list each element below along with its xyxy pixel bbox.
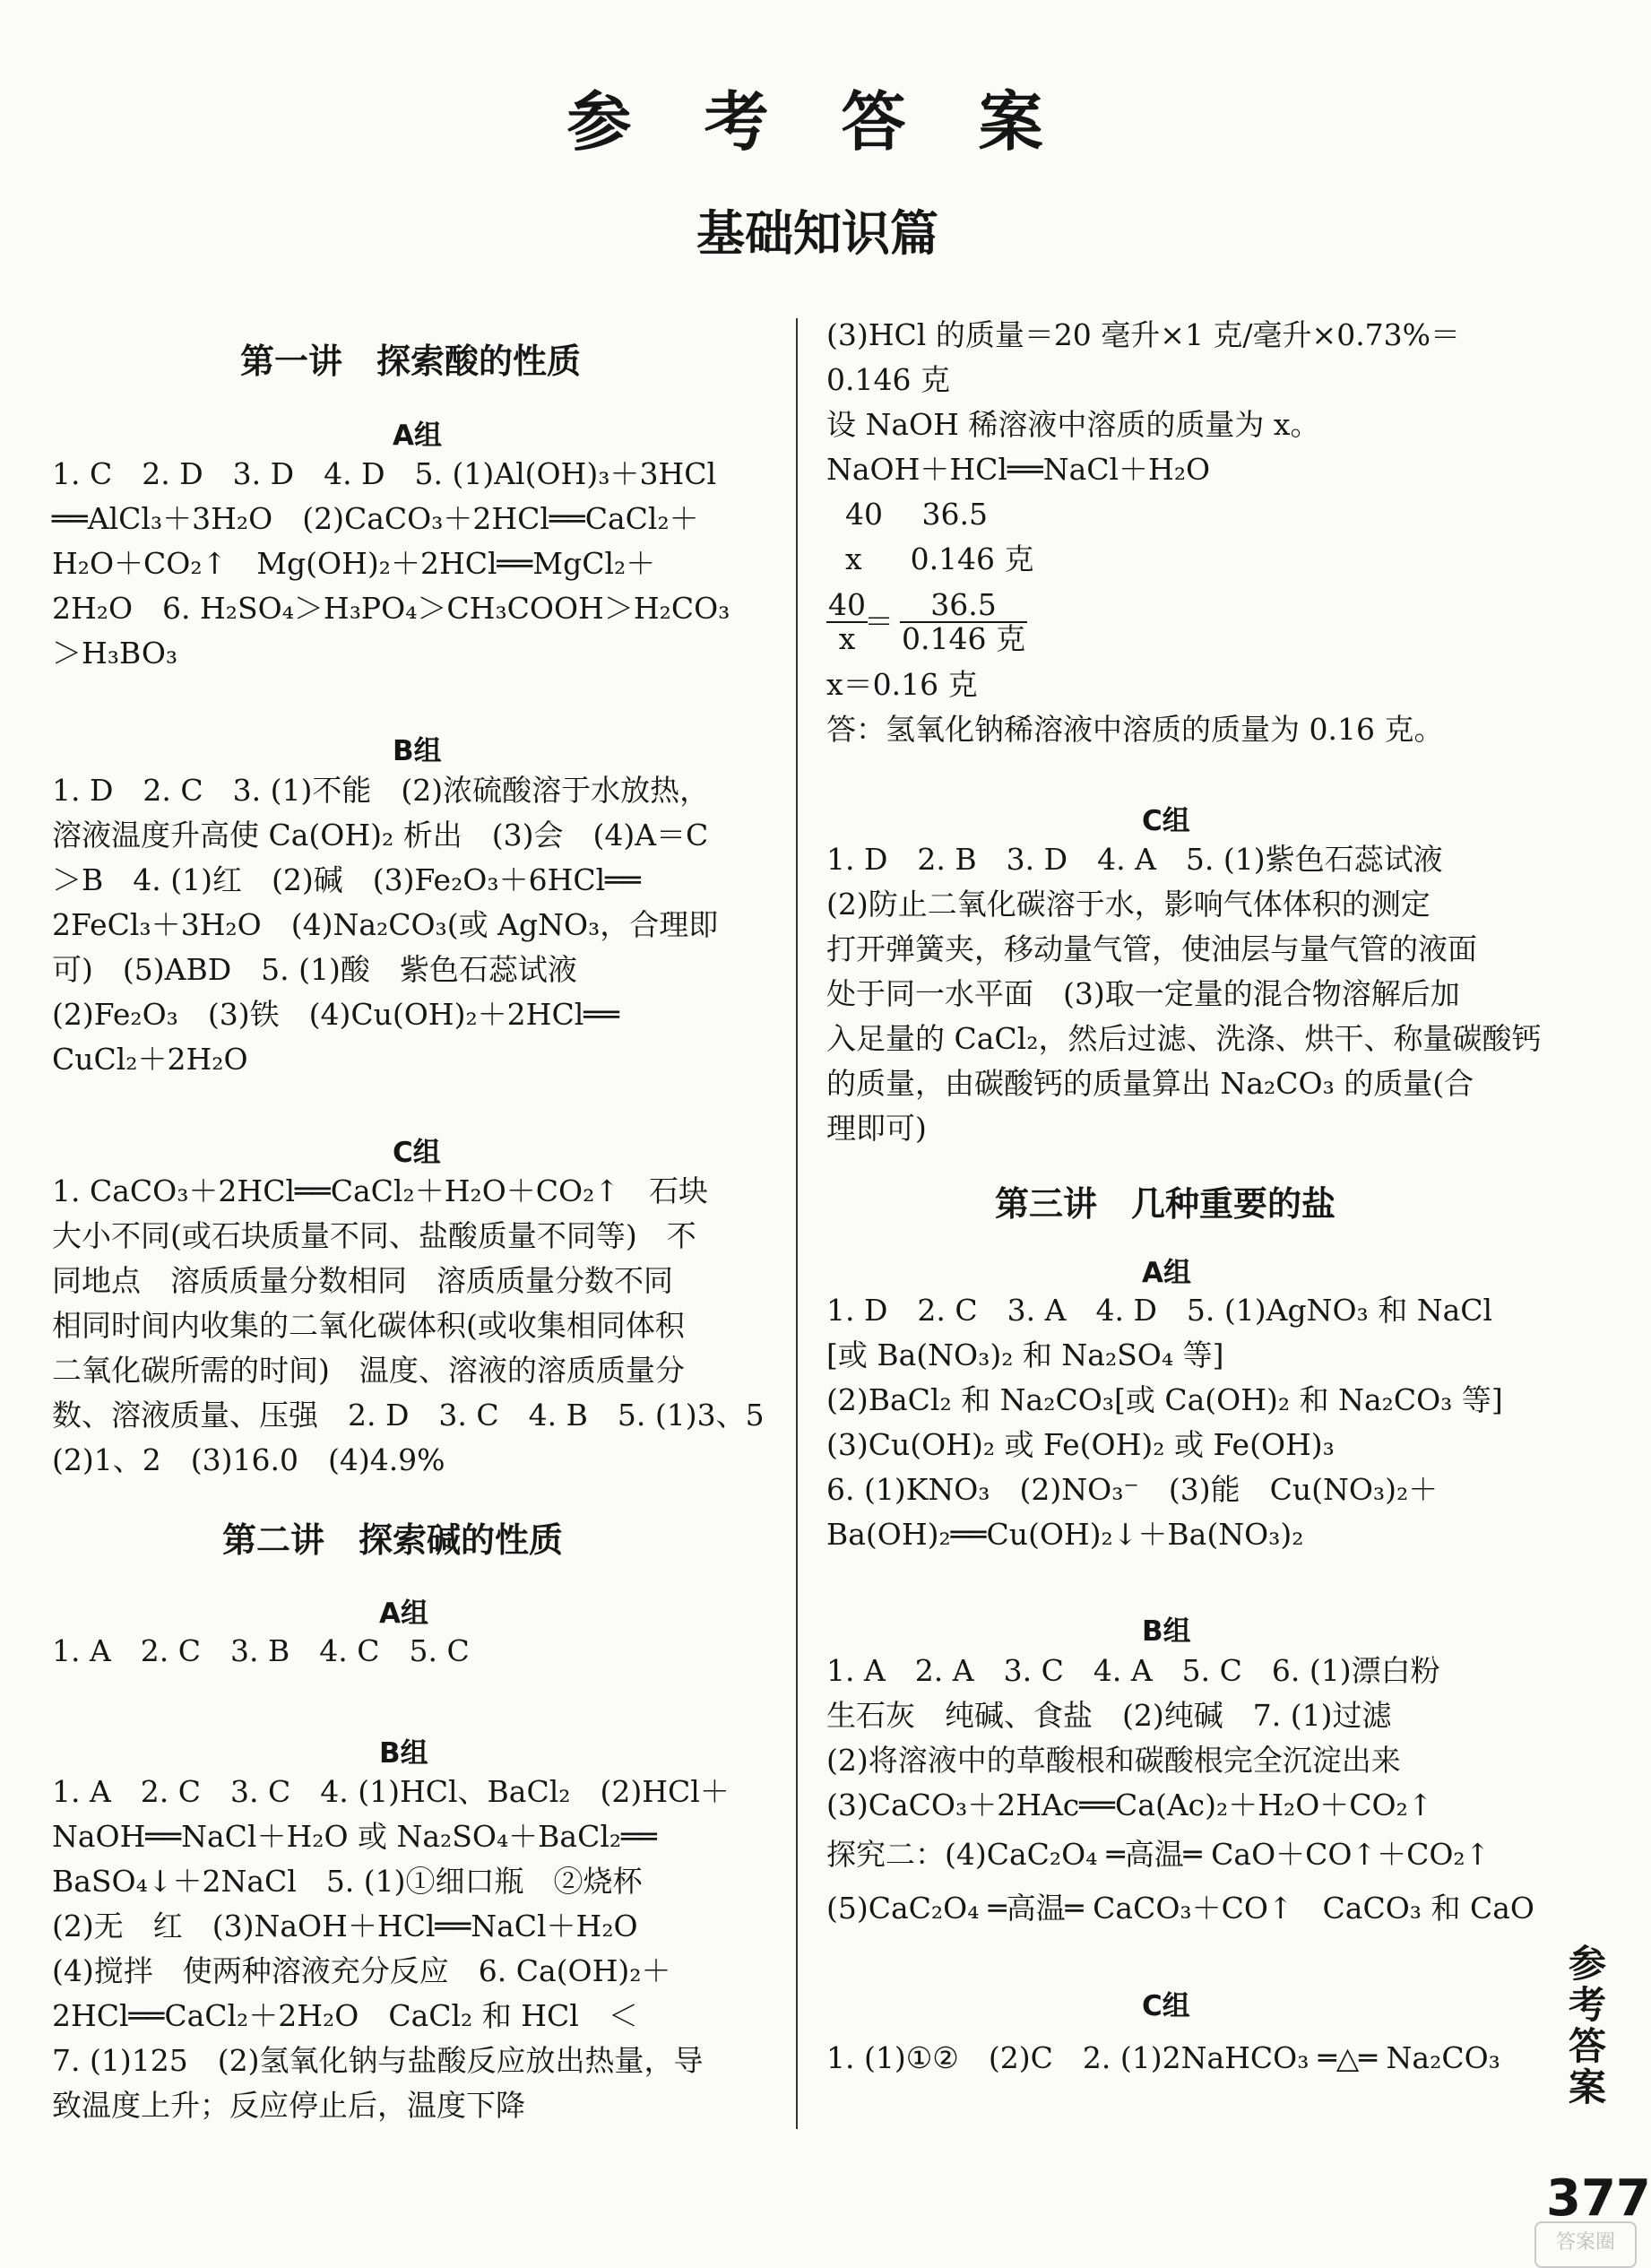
- column-divider: [796, 318, 798, 2129]
- page-number: 377: [1546, 2169, 1651, 2228]
- side-tab-char: 考: [1568, 1983, 1606, 2027]
- answer-line: 1. CaCO₃＋2HCl══CaCl₂＋H₂O＋CO₂↑ 石块: [52, 1173, 708, 1208]
- answer-line: 理即可): [826, 1111, 927, 1146]
- answer-line: 0.146 克: [826, 362, 950, 397]
- answer-line: x＝0.16 克: [826, 667, 978, 702]
- answer-line: (3)Cu(OH)₂ 或 Fe(OH)₂ 或 Fe(OH)₃: [826, 1427, 1335, 1462]
- answer-line: (2)将溶液中的草酸根和碳酸根完全沉淀出来: [826, 1743, 1401, 1778]
- answer-line: 1. D 2. C 3. (1)不能 (2)浓硫酸溶于水放热，: [52, 773, 710, 808]
- answer-line: 1. D 2. B 3. D 4. A 5. (1)紫色石蕊试液: [826, 842, 1443, 877]
- answer-line: 可) (5)ABD 5. (1)酸 紫色石蕊试液: [52, 952, 577, 987]
- fraction-numerator: 40: [828, 587, 866, 622]
- group-heading: B组: [379, 1737, 428, 1770]
- answer-line: 2H₂O 6. H₂SO₄＞H₃PO₄＞CH₃COOH＞H₂CO₃: [52, 591, 730, 626]
- fraction-numerator: 36.5: [900, 589, 1027, 623]
- answer-line: 2FeCl₃＋3H₂O (4)Na₂CO₃(或 AgNO₃，合理即: [52, 907, 719, 942]
- answer-line: 1. A 2. A 3. C 4. A 5. C 6. (1)漂白粉: [826, 1653, 1440, 1688]
- answer-line: 入足量的 CaCl₂，然后过滤、洗涤、烘干、称量碳酸钙: [826, 1021, 1542, 1056]
- answer-line: 答：氢氧化钠稀溶液中溶质的质量为 0.16 克。: [826, 712, 1444, 747]
- group-heading: C组: [393, 1137, 441, 1169]
- equation-line: 40 36.5: [826, 497, 988, 532]
- group-heading: C组: [1142, 805, 1190, 837]
- fraction-left: [826, 589, 868, 655]
- page-title: 参 考 答 案: [566, 84, 1068, 160]
- answer-line: ══AlCl₃＋3H₂O (2)CaCO₃＋2HCl══CaCl₂＋: [52, 501, 699, 536]
- group-heading: A组: [379, 1597, 428, 1630]
- answer-line: 数、溶液质量、压强 2. D 3. C 4. B 5. (1)3、5: [52, 1398, 765, 1433]
- answer-line: (3)CaCO₃＋2HAc══Ca(Ac)₂＋H₂O＋CO₂↑: [826, 1788, 1433, 1822]
- answer-line: [或 Ba(NO₃)₂ 和 Na₂SO₄ 等]: [826, 1337, 1224, 1372]
- answer-line: 溶液温度升高使 Ca(OH)₂ 析出 (3)会 (4)A＝C: [52, 818, 709, 853]
- answer-line: (2)无 红 (3)NaOH＋HCl══NaCl＋H₂O: [52, 1909, 638, 1943]
- answer-line: 的质量，由碳酸钙的质量算出 Na₂CO₃ 的质量(合: [826, 1066, 1474, 1101]
- chapter-1-heading: 第一讲 探索酸的性质: [240, 342, 582, 381]
- answer-line: BaSO₄↓＋2NaCl 5. (1)①细口瓶 ②烧杯: [52, 1864, 643, 1899]
- answer-line: 设 NaOH 稀溶液中溶质的质量为 x。: [826, 407, 1320, 442]
- chapter-3-heading: 第三讲 几种重要的盐: [995, 1184, 1336, 1224]
- answer-line: 7. (1)125 (2)氢氧化钠与盐酸反应放出热量，导: [52, 2043, 704, 2078]
- answer-line: 2HCl══CaCl₂＋2H₂O CaCl₂ 和 HCl ＜: [52, 1998, 638, 2033]
- side-tab: [1565, 1943, 1610, 2108]
- answer-line: 二氧化碳所需的时间) 温度、溶液的溶质质量分: [52, 1353, 685, 1388]
- group-heading: B组: [1142, 1615, 1191, 1648]
- answer-line: 大小不同(或石块质量不同、盐酸质量不同等) 不: [52, 1218, 696, 1253]
- answer-line: 打开弹簧夹，移动量气管，使油层与量气管的液面: [826, 931, 1477, 966]
- answer-line: Ba(OH)₂══Cu(OH)₂↓＋Ba(NO₃)₂: [826, 1517, 1304, 1552]
- answer-line: 同地点 溶质质量分数相同 溶质质量分数不同: [52, 1263, 673, 1298]
- equation-line: NaOH＋HCl══NaCl＋H₂O: [826, 452, 1211, 487]
- answer-line: 处于同一水平面 (3)取一定量的混合物溶解后加: [826, 976, 1460, 1011]
- answer-line: 1. A 2. C 3. B 4. C 5. C: [52, 1633, 470, 1668]
- fraction-denominator: x: [838, 621, 856, 656]
- answer-line: (2)1、2 (3)16.0 (4)4.9%: [52, 1442, 445, 1477]
- answer-line: 1. (1)①② (2)C 2. (1)2NaHCO₃ ═△═ Na₂CO₃: [826, 2040, 1500, 2075]
- answer-line: ＞B 4. (1)红 (2)碱 (3)Fe₂O₃＋6HCl══: [52, 862, 641, 897]
- fraction-right: [900, 589, 1027, 655]
- side-tab-char: 答: [1568, 2024, 1606, 2068]
- side-tab-char: 参: [1568, 1942, 1606, 1986]
- group-heading: C组: [1142, 1990, 1190, 2022]
- group-heading: A组: [1142, 1257, 1191, 1289]
- group-heading: B组: [393, 735, 442, 767]
- answer-line: (5)CaC₂O₄ ═高温═ CaCO₃＋CO↑ CaCO₃ 和 CaO: [826, 1891, 1534, 1926]
- answer-line: 相同时间内收集的二氧化碳体积(或收集相同体积: [52, 1308, 685, 1343]
- chapter-2-heading: 第二讲 探索碱的性质: [222, 1520, 564, 1560]
- fraction-denominator: 0.146 克: [902, 621, 1025, 656]
- answer-line: 1. C 2. D 3. D 4. D 5. (1)Al(OH)₃＋3HCl: [52, 456, 717, 491]
- side-tab-char: 案: [1568, 2065, 1606, 2109]
- answer-line: (3)HCl 的质量＝20 毫升×1 克/毫升×0.73%＝: [826, 317, 1461, 352]
- answer-line: (4)搅拌 使两种溶液充分反应 6. Ca(OH)₂＋: [52, 1953, 671, 1988]
- answer-line: 6. (1)KNO₃ (2)NO₃⁻ (3)能 Cu(NO₃)₂＋: [826, 1472, 1439, 1507]
- answer-line: (2)Fe₂O₃ (3)铁 (4)Cu(OH)₂＋2HCl══: [52, 997, 619, 1032]
- answer-line: CuCl₂＋2H₂O: [52, 1042, 248, 1077]
- answer-line: NaOH══NaCl＋H₂O 或 Na₂SO₄＋BaCl₂══: [52, 1819, 657, 1854]
- section-title: 基础知识篇: [696, 205, 938, 262]
- answer-line: 探究二：(4)CaC₂O₄ ═高温═ CaO＋CO↑＋CO₂↑: [826, 1837, 1491, 1872]
- answer-line: 致温度上升；反应停止后，温度下降: [52, 2088, 525, 2123]
- answer-line: 生石灰 纯碱、食盐 (2)纯碱 7. (1)过滤: [826, 1698, 1392, 1733]
- equation-line: x 0.146 克: [826, 541, 1034, 576]
- watermark-logo: 答案圈: [1534, 2221, 1637, 2268]
- answer-line: (2)BaCl₂ 和 Na₂CO₃[或 Ca(OH)₂ 和 Na₂CO₃ 等]: [826, 1382, 1503, 1417]
- answer-line: H₂O＋CO₂↑ Mg(OH)₂＋2HCl══MgCl₂＋: [52, 546, 656, 581]
- equals-sign: ＝: [864, 604, 894, 639]
- answer-line: (2)防止二氧化碳溶于水，影响气体体积的测定: [826, 887, 1431, 922]
- answer-line: ＞H₃BO₃: [52, 636, 178, 671]
- group-heading: A组: [393, 420, 442, 452]
- answer-line: 1. D 2. C 3. A 4. D 5. (1)AgNO₃ 和 NaCl: [826, 1293, 1493, 1328]
- answer-line: 1. A 2. C 3. C 4. (1)HCl、BaCl₂ (2)HCl＋: [52, 1774, 730, 1809]
